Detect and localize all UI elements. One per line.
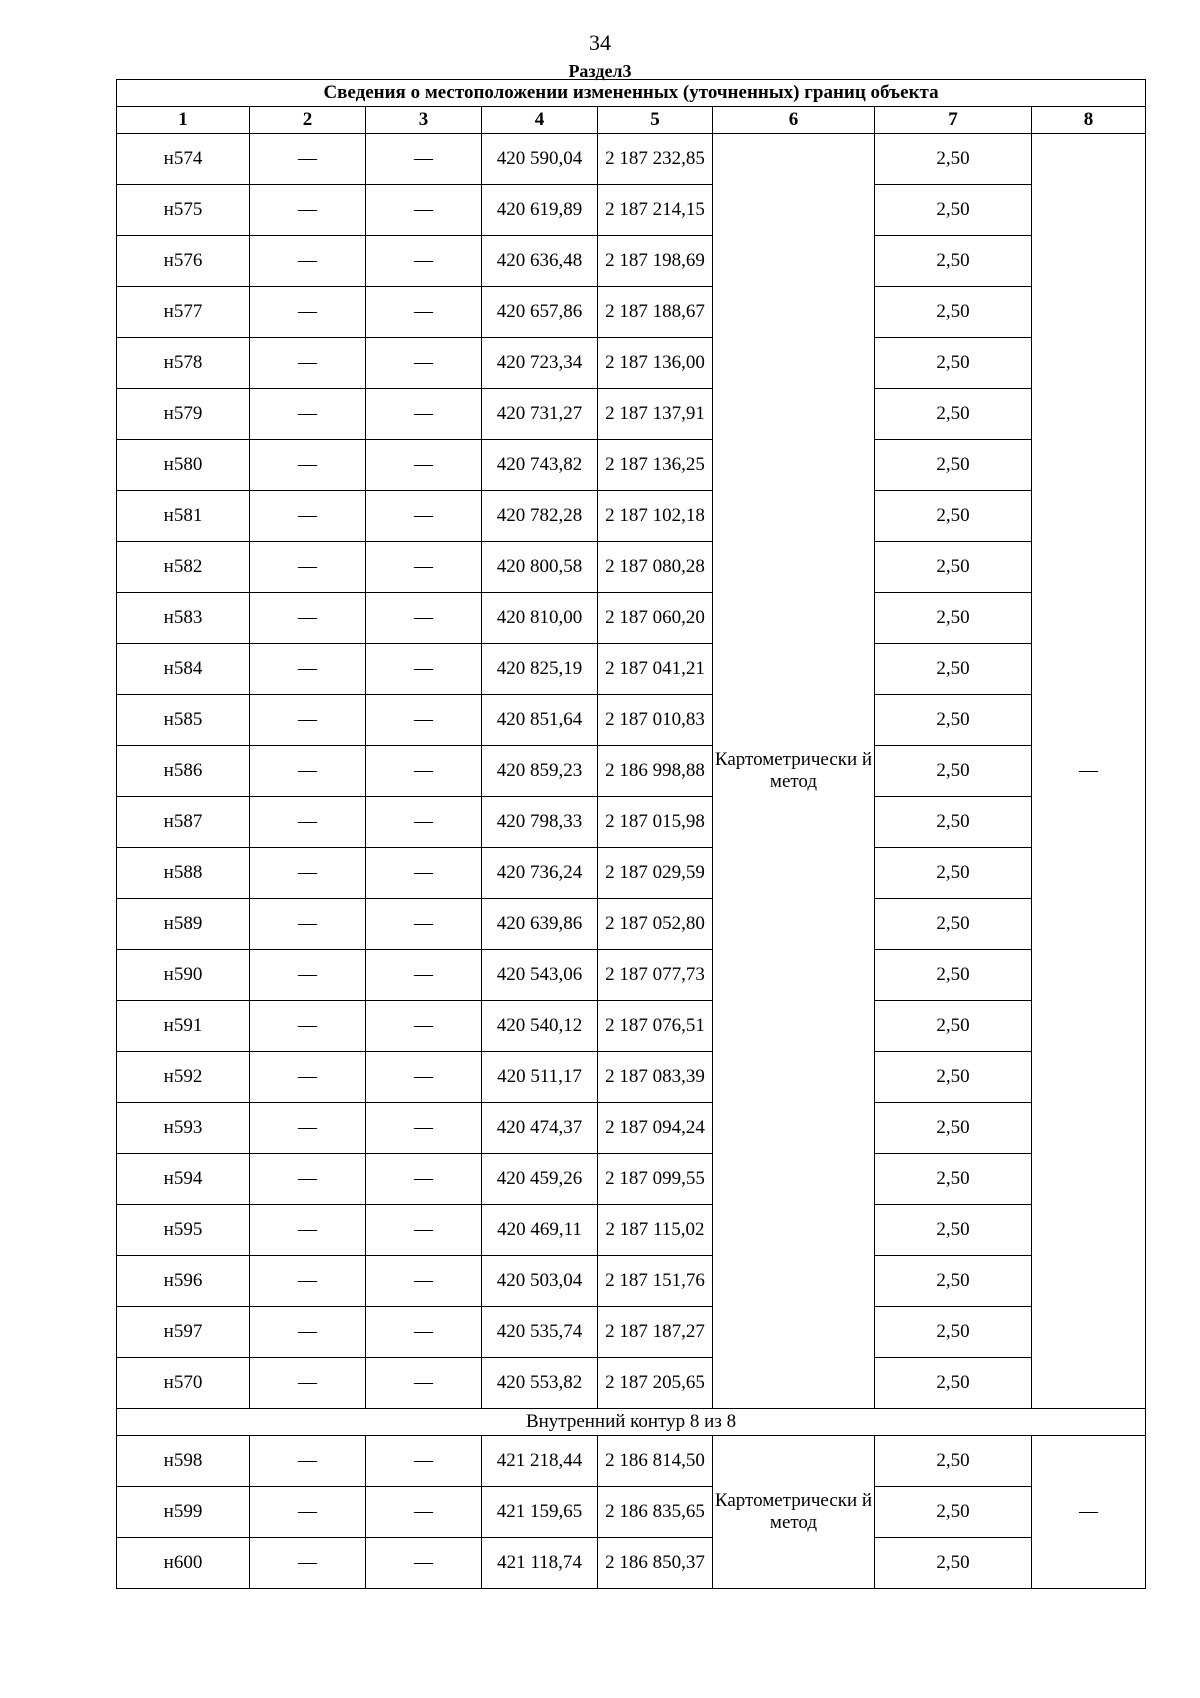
column-2-cell: — [250, 1487, 366, 1538]
column-2-cell: — [250, 287, 366, 338]
accuracy-cell: 2,50 [875, 950, 1032, 1001]
y-coordinate-cell: 2 187 102,18 [598, 491, 713, 542]
accuracy-cell: 2,50 [875, 593, 1032, 644]
x-coordinate-cell: 420 657,86 [482, 287, 598, 338]
section-title: Раздел3 [568, 61, 632, 81]
accuracy-cell: 2,50 [875, 440, 1032, 491]
column-3-cell: — [366, 644, 482, 695]
accuracy-cell: 2,50 [875, 848, 1032, 899]
point-name-cell: н597 [117, 1307, 250, 1358]
column-3-cell: — [366, 1307, 482, 1358]
point-name-cell: н575 [117, 185, 250, 236]
table-row [117, 797, 1146, 848]
column-2-cell: — [250, 899, 366, 950]
accuracy-cell: 2,50 [875, 899, 1032, 950]
x-coordinate-cell: 420 553,82 [482, 1358, 598, 1409]
column-3-cell: — [366, 1436, 482, 1487]
table-row [117, 899, 1146, 950]
column-3-cell: — [366, 1538, 482, 1589]
point-name-cell: н579 [117, 389, 250, 440]
point-name-cell: н593 [117, 1103, 250, 1154]
y-coordinate-cell: 2 187 060,20 [598, 593, 713, 644]
table-row [117, 491, 1146, 542]
point-name-cell: н574 [117, 134, 250, 185]
accuracy-cell: 2,50 [875, 1256, 1032, 1307]
y-coordinate-cell: 2 187 083,39 [598, 1052, 713, 1103]
column-header: 3 [366, 107, 482, 134]
point-name-cell: н591 [117, 1001, 250, 1052]
x-coordinate-cell: 420 535,74 [482, 1307, 598, 1358]
table-row [117, 236, 1146, 287]
boundary-table [116, 79, 1146, 1589]
y-coordinate-cell: 2 187 010,83 [598, 695, 713, 746]
column-2-cell: — [250, 1256, 366, 1307]
y-coordinate-cell: 2 187 214,15 [598, 185, 713, 236]
x-coordinate-cell: 420 800,58 [482, 542, 598, 593]
point-name-cell: н590 [117, 950, 250, 1001]
column-2-cell: — [250, 440, 366, 491]
column-2-cell: — [250, 1001, 366, 1052]
accuracy-cell: 2,50 [875, 797, 1032, 848]
point-name-cell: н594 [117, 1154, 250, 1205]
column-3-cell: — [366, 695, 482, 746]
point-name-cell: н592 [117, 1052, 250, 1103]
point-name-cell: н570 [117, 1358, 250, 1409]
x-coordinate-cell: 420 639,86 [482, 899, 598, 950]
column-2-cell: — [250, 797, 366, 848]
accuracy-cell: 2,50 [875, 542, 1032, 593]
table-row [117, 593, 1146, 644]
accuracy-cell: 2,50 [875, 185, 1032, 236]
column-8-cell: — [1032, 134, 1146, 1409]
table-row [117, 1205, 1146, 1256]
table-row [117, 848, 1146, 899]
column-header: 5 [598, 107, 713, 134]
y-coordinate-cell: 2 187 041,21 [598, 644, 713, 695]
accuracy-cell: 2,50 [875, 1001, 1032, 1052]
y-coordinate-cell: 2 187 198,69 [598, 236, 713, 287]
column-3-cell: — [366, 899, 482, 950]
column-3-cell: — [366, 950, 482, 1001]
column-3-cell: — [366, 338, 482, 389]
method-cell: Картометрически й метод [713, 1436, 875, 1589]
x-coordinate-cell: 420 636,48 [482, 236, 598, 287]
column-3-cell: — [366, 287, 482, 338]
table-row [117, 695, 1146, 746]
x-coordinate-cell: 420 859,23 [482, 746, 598, 797]
column-2-cell: — [250, 338, 366, 389]
y-coordinate-cell: 2 186 835,65 [598, 1487, 713, 1538]
column-3-cell: — [366, 593, 482, 644]
point-name-cell: н585 [117, 695, 250, 746]
x-coordinate-cell: 420 731,27 [482, 389, 598, 440]
column-2-cell: — [250, 593, 366, 644]
accuracy-cell: 2,50 [875, 236, 1032, 287]
x-coordinate-cell: 420 474,37 [482, 1103, 598, 1154]
column-2-cell: — [250, 491, 366, 542]
column-2-cell: — [250, 134, 366, 185]
table-row [117, 1307, 1146, 1358]
column-3-cell: — [366, 1052, 482, 1103]
point-name-cell: н580 [117, 440, 250, 491]
accuracy-cell: 2,50 [875, 1307, 1032, 1358]
column-2-cell: — [250, 695, 366, 746]
column-3-cell: — [366, 1358, 482, 1409]
column-3-cell: — [366, 134, 482, 185]
accuracy-cell: 2,50 [875, 1154, 1032, 1205]
accuracy-cell: 2,50 [875, 1103, 1032, 1154]
point-name-cell: н577 [117, 287, 250, 338]
table-row [117, 950, 1146, 1001]
point-name-cell: н581 [117, 491, 250, 542]
y-coordinate-cell: 2 187 137,91 [598, 389, 713, 440]
accuracy-cell: 2,50 [875, 1205, 1032, 1256]
column-3-cell: — [366, 542, 482, 593]
accuracy-cell: 2,50 [875, 287, 1032, 338]
point-name-cell: н576 [117, 236, 250, 287]
page-number: 34 [589, 30, 611, 55]
y-coordinate-cell: 2 187 015,98 [598, 797, 713, 848]
y-coordinate-cell: 2 187 077,73 [598, 950, 713, 1001]
table-row [117, 1001, 1146, 1052]
x-coordinate-cell: 420 540,12 [482, 1001, 598, 1052]
column-2-cell: — [250, 185, 366, 236]
column-header: 2 [250, 107, 366, 134]
column-3-cell: — [366, 797, 482, 848]
column-2-cell: — [250, 389, 366, 440]
column-2-cell: — [250, 746, 366, 797]
table-row [117, 1436, 1146, 1487]
x-coordinate-cell: 420 798,33 [482, 797, 598, 848]
column-3-cell: — [366, 1154, 482, 1205]
column-header: 8 [1032, 107, 1146, 134]
table-row [117, 1154, 1146, 1205]
accuracy-cell: 2,50 [875, 134, 1032, 185]
table-row [117, 134, 1146, 185]
table-row [117, 1103, 1146, 1154]
y-coordinate-cell: 2 187 151,76 [598, 1256, 713, 1307]
column-2-cell: — [250, 1154, 366, 1205]
x-coordinate-cell: 420 736,24 [482, 848, 598, 899]
accuracy-cell: 2,50 [875, 746, 1032, 797]
x-coordinate-cell: 420 825,19 [482, 644, 598, 695]
point-name-cell: н584 [117, 644, 250, 695]
accuracy-cell: 2,50 [875, 644, 1032, 695]
table-row [117, 644, 1146, 695]
table-row [117, 185, 1146, 236]
y-coordinate-cell: 2 186 814,50 [598, 1436, 713, 1487]
method-cell: Картометрически й метод [713, 134, 875, 1409]
x-coordinate-cell: 420 619,89 [482, 185, 598, 236]
x-coordinate-cell: 421 118,74 [482, 1538, 598, 1589]
accuracy-cell: 2,50 [875, 1538, 1032, 1589]
column-2-cell: — [250, 848, 366, 899]
table-row [117, 542, 1146, 593]
point-name-cell: н587 [117, 797, 250, 848]
y-coordinate-cell: 2 186 850,37 [598, 1538, 713, 1589]
column-3-cell: — [366, 1256, 482, 1307]
y-coordinate-cell: 2 187 136,00 [598, 338, 713, 389]
x-coordinate-cell: 420 511,17 [482, 1052, 598, 1103]
point-name-cell: н578 [117, 338, 250, 389]
accuracy-cell: 2,50 [875, 1358, 1032, 1409]
x-coordinate-cell: 421 159,65 [482, 1487, 598, 1538]
table-row [117, 287, 1146, 338]
y-coordinate-cell: 2 187 094,24 [598, 1103, 713, 1154]
column-8-cell: — [1032, 1436, 1146, 1589]
x-coordinate-cell: 420 503,04 [482, 1256, 598, 1307]
y-coordinate-cell: 2 186 998,88 [598, 746, 713, 797]
accuracy-cell: 2,50 [875, 695, 1032, 746]
x-coordinate-cell: 420 743,82 [482, 440, 598, 491]
point-name-cell: н599 [117, 1487, 250, 1538]
x-coordinate-cell: 420 469,11 [482, 1205, 598, 1256]
accuracy-cell: 2,50 [875, 338, 1032, 389]
x-coordinate-cell: 420 782,28 [482, 491, 598, 542]
point-name-cell: н595 [117, 1205, 250, 1256]
table-row [117, 338, 1146, 389]
accuracy-cell: 2,50 [875, 1436, 1032, 1487]
accuracy-cell: 2,50 [875, 1052, 1032, 1103]
column-header-row [117, 107, 1146, 134]
x-coordinate-cell: 420 543,06 [482, 950, 598, 1001]
point-name-cell: н596 [117, 1256, 250, 1307]
accuracy-cell: 2,50 [875, 491, 1032, 542]
column-2-cell: — [250, 1052, 366, 1103]
y-coordinate-cell: 2 187 187,27 [598, 1307, 713, 1358]
table-row [117, 1256, 1146, 1307]
x-coordinate-cell: 421 218,44 [482, 1436, 598, 1487]
y-coordinate-cell: 2 187 115,02 [598, 1205, 713, 1256]
column-3-cell: — [366, 185, 482, 236]
point-name-cell: н598 [117, 1436, 250, 1487]
accuracy-cell: 2,50 [875, 1487, 1032, 1538]
column-2-cell: — [250, 950, 366, 1001]
y-coordinate-cell: 2 187 029,59 [598, 848, 713, 899]
column-2-cell: — [250, 644, 366, 695]
contour-row [117, 1409, 1146, 1436]
column-2-cell: — [250, 1205, 366, 1256]
point-name-cell: н583 [117, 593, 250, 644]
x-coordinate-cell: 420 590,04 [482, 134, 598, 185]
x-coordinate-cell: 420 723,34 [482, 338, 598, 389]
table-caption: Сведения о местоположении измененных (уточненных) границ объекта [117, 80, 1146, 107]
column-3-cell: — [366, 1205, 482, 1256]
column-header: 4 [482, 107, 598, 134]
y-coordinate-cell: 2 187 205,65 [598, 1358, 713, 1409]
column-header: 6 [713, 107, 875, 134]
table-row [117, 1487, 1146, 1538]
column-header: 7 [875, 107, 1032, 134]
table-row [117, 389, 1146, 440]
y-coordinate-cell: 2 187 188,67 [598, 287, 713, 338]
accuracy-cell: 2,50 [875, 389, 1032, 440]
column-2-cell: — [250, 1358, 366, 1409]
table-row [117, 1358, 1146, 1409]
y-coordinate-cell: 2 187 232,85 [598, 134, 713, 185]
column-3-cell: — [366, 848, 482, 899]
column-3-cell: — [366, 440, 482, 491]
y-coordinate-cell: 2 187 052,80 [598, 899, 713, 950]
column-2-cell: — [250, 1436, 366, 1487]
column-2-cell: — [250, 542, 366, 593]
column-2-cell: — [250, 236, 366, 287]
column-3-cell: — [366, 1103, 482, 1154]
table-row [117, 1052, 1146, 1103]
y-coordinate-cell: 2 187 076,51 [598, 1001, 713, 1052]
column-2-cell: — [250, 1307, 366, 1358]
column-3-cell: — [366, 1001, 482, 1052]
table-row [117, 746, 1146, 797]
y-coordinate-cell: 2 187 099,55 [598, 1154, 713, 1205]
table-row [117, 1538, 1146, 1589]
y-coordinate-cell: 2 187 136,25 [598, 440, 713, 491]
column-header: 1 [117, 107, 250, 134]
point-name-cell: н600 [117, 1538, 250, 1589]
point-name-cell: н586 [117, 746, 250, 797]
x-coordinate-cell: 420 810,00 [482, 593, 598, 644]
point-name-cell: н589 [117, 899, 250, 950]
x-coordinate-cell: 420 851,64 [482, 695, 598, 746]
column-2-cell: — [250, 1538, 366, 1589]
column-3-cell: — [366, 1487, 482, 1538]
point-name-cell: н582 [117, 542, 250, 593]
column-3-cell: — [366, 389, 482, 440]
y-coordinate-cell: 2 187 080,28 [598, 542, 713, 593]
column-3-cell: — [366, 236, 482, 287]
x-coordinate-cell: 420 459,26 [482, 1154, 598, 1205]
table-row [117, 440, 1146, 491]
column-2-cell: — [250, 1103, 366, 1154]
column-3-cell: — [366, 746, 482, 797]
column-3-cell: — [366, 491, 482, 542]
point-name-cell: н588 [117, 848, 250, 899]
contour-label: Внутренний контур 8 из 8 [117, 1409, 1146, 1436]
